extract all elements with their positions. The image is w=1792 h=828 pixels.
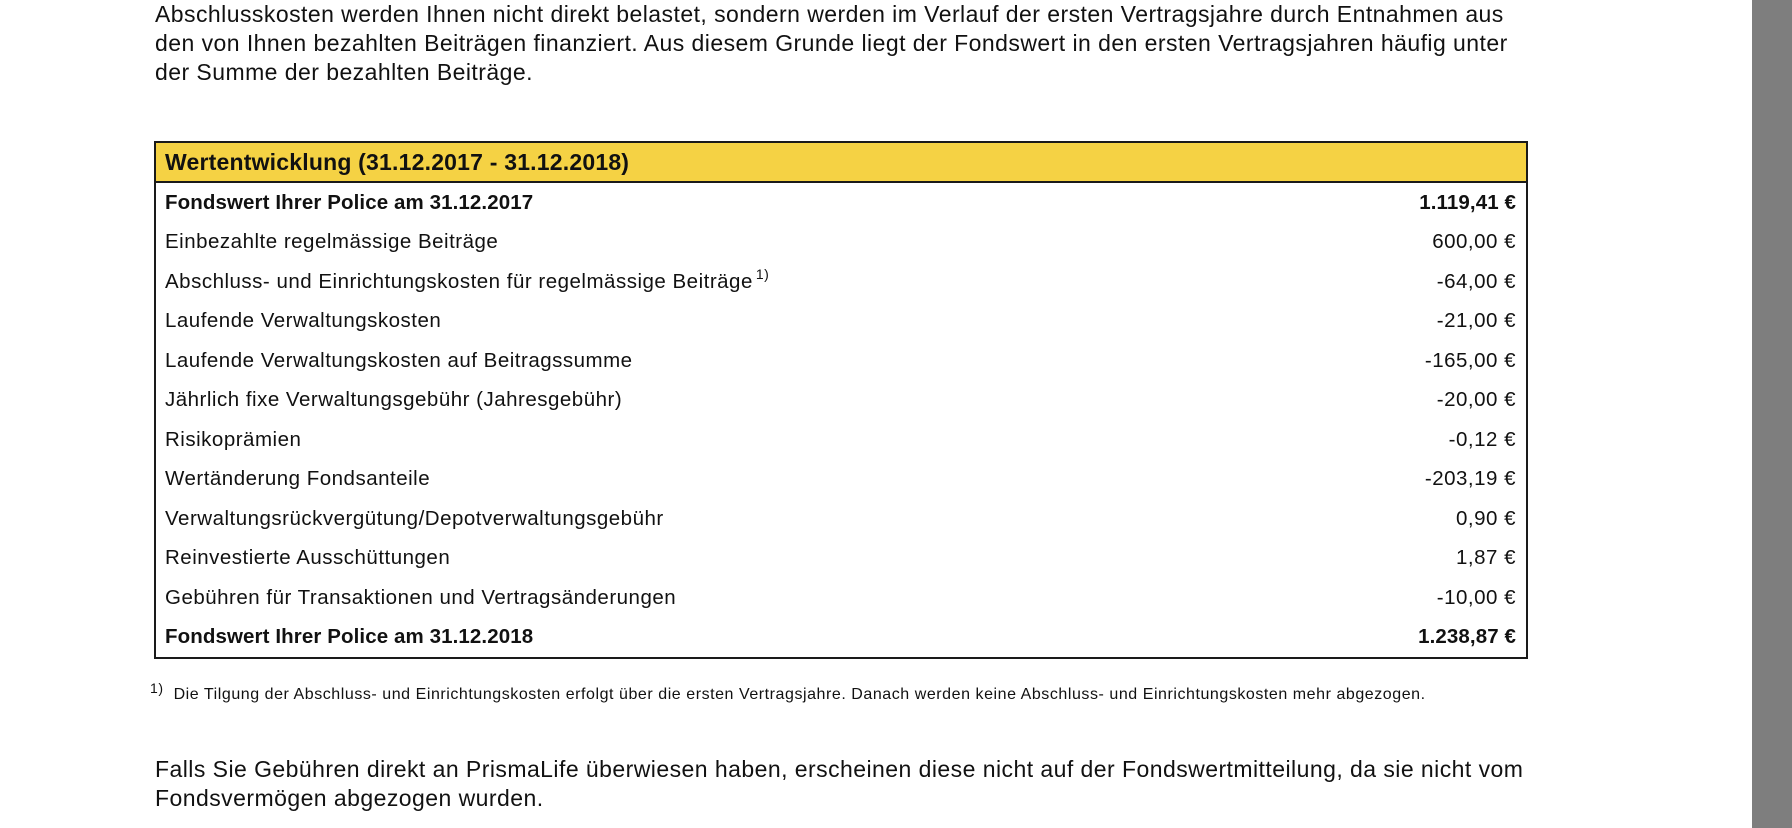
footnote-reference: 1)	[755, 265, 770, 282]
row-label: Fondswert Ihrer Police am 31.12.2018	[165, 625, 534, 649]
row-value: 600,00 €	[1432, 230, 1516, 254]
table-header: Wertentwicklung (31.12.2017 - 31.12.2018)	[156, 143, 1526, 183]
table-row	[156, 381, 1526, 421]
table-row	[156, 539, 1526, 579]
row-label: Laufende Verwaltungskosten auf Beitragssumme	[165, 348, 633, 372]
row-label: Risikoprämien	[165, 427, 302, 451]
row-value: -165,00 €	[1424, 348, 1516, 372]
row-value: 1.238,87 €	[1418, 625, 1516, 649]
table-row	[156, 578, 1526, 618]
row-label: Abschluss- und Einrichtungskosten für regelmässige Beiträge	[165, 269, 753, 293]
intro-line-1: Abschlusskosten werden Ihnen nicht direkt belastet, sondern werden im Verlauf der ersten Vertragsjahre durch Entnahmen aus	[155, 1, 1504, 27]
intro-paragraph	[155, 0, 1530, 87]
row-label: Fondswert Ihrer Police am 31.12.2017	[165, 190, 534, 214]
table-row	[156, 341, 1526, 381]
row-value: -0,12 €	[1448, 427, 1516, 451]
table-row	[156, 223, 1526, 263]
row-label: Wertänderung Fondsanteile	[165, 467, 431, 491]
table-row	[156, 499, 1526, 539]
footnote-mark: 1)	[150, 680, 164, 696]
table-row	[156, 420, 1526, 460]
row-label: Jährlich fixe Verwaltungsgebühr (Jahresgebühr)	[165, 388, 623, 412]
footnote-text: Die Tilgung der Abschluss- und Einrichtungskosten erfolgt über die ersten Vertragsjahre. Danach werden keine Abschluss- und Einrichtungskosten mehr abgezogen.	[173, 686, 1426, 703]
closing-paragraph	[155, 755, 1530, 813]
row-label: Reinvestierte Ausschüttungen	[165, 546, 451, 570]
footnote	[150, 680, 1550, 704]
row-value: -203,19 €	[1424, 467, 1516, 491]
row-value: 1.119,41 €	[1419, 190, 1516, 214]
row-value: -64,00 €	[1436, 269, 1516, 293]
intro-line-2: den von Ihnen bezahlten Beiträgen finanziert. Aus diesem Grunde liegt der Fondswert in den ersten Vertragsjahren häufig unter	[155, 30, 1508, 56]
value-development-table	[154, 141, 1528, 659]
row-label: Verwaltungsrückvergütung/Depotverwaltungsgebühr	[165, 506, 664, 530]
table-row-start-value	[156, 183, 1526, 223]
scrollbar-thumb[interactable]	[1752, 0, 1792, 828]
row-label: Gebühren für Transaktionen und Vertragsänderungen	[165, 585, 677, 609]
scrollbar-track[interactable]	[1752, 0, 1792, 828]
table-row	[156, 262, 1526, 302]
row-value: -20,00 €	[1436, 388, 1516, 412]
row-value: 1,87 €	[1456, 546, 1516, 570]
row-label-with-footnote	[165, 265, 770, 294]
closing-line-1: Falls Sie Gebühren direkt an PrismaLife überwiesen haben, erscheinen diese nicht auf der Fondswertmitteilung, da sie nicht vom	[155, 756, 1524, 782]
intro-line-3: der Summe der bezahlten Beiträge.	[155, 59, 533, 85]
table-row-end-value	[156, 618, 1526, 658]
table-row	[156, 302, 1526, 342]
row-value: -21,00 €	[1436, 309, 1516, 333]
row-label: Laufende Verwaltungskosten	[165, 309, 442, 333]
table-row	[156, 460, 1526, 500]
row-label: Einbezahlte regelmässige Beiträge	[165, 230, 499, 254]
row-value: -10,00 €	[1436, 585, 1516, 609]
row-value: 0,90 €	[1456, 506, 1516, 530]
closing-line-2: Fondsvermögen abgezogen wurden.	[155, 785, 544, 811]
